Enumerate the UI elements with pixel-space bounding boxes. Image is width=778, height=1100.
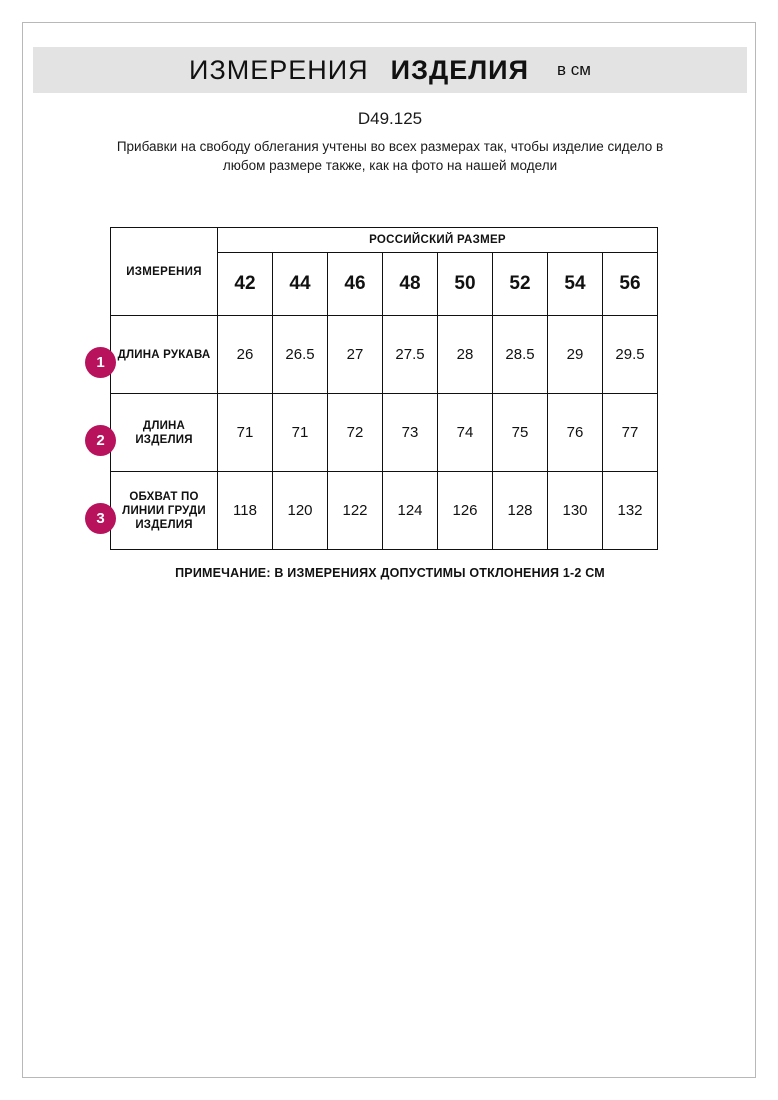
intro-paragraph: Прибавки на свободу облегания учтены во всех размерах так, чтобы изделие сидело в любом размере также, как на фото на нашей модели	[116, 139, 664, 173]
row-marker-2: 2	[85, 425, 116, 456]
header-banner	[33, 47, 747, 93]
cell-value: 29.5	[603, 316, 658, 394]
table-row	[111, 316, 658, 394]
cell-value: 75	[493, 394, 548, 472]
cell-value: 76	[548, 394, 603, 472]
header-title-product: ИЗДЕЛИЯ	[390, 54, 529, 85]
header-unit-label: в см	[557, 60, 591, 79]
size-column-48: 48	[383, 253, 438, 316]
table-header-group-row	[111, 228, 658, 253]
cell-value: 126	[438, 472, 493, 550]
cell-value: 73	[383, 394, 438, 472]
size-column-44: 44	[273, 253, 328, 316]
cell-value: 132	[603, 472, 658, 550]
document-content	[23, 23, 757, 580]
size-column-50: 50	[438, 253, 493, 316]
cell-value: 120	[273, 472, 328, 550]
row-marker-3: 3	[85, 503, 116, 534]
note-text: ПРИМЕЧАНИЕ: В ИЗМЕРЕНИЯХ ДОПУСТИМЫ ОТКЛОНЕНИЯ 1-2 СМ	[175, 566, 605, 580]
header-russian-size: РОССИЙСКИЙ РАЗМЕР	[218, 228, 658, 253]
cell-value: 74	[438, 394, 493, 472]
header-measurements: ИЗМЕРЕНИЯ	[111, 228, 218, 316]
size-column-42: 42	[218, 253, 273, 316]
table-row	[111, 472, 658, 550]
cell-value: 72	[328, 394, 383, 472]
cell-value: 128	[493, 472, 548, 550]
page-border	[22, 22, 756, 1078]
size-column-54: 54	[548, 253, 603, 316]
cell-value: 28.5	[493, 316, 548, 394]
row-label-product-length: ДЛИНА ИЗДЕЛИЯ	[111, 394, 218, 472]
cell-value: 29	[548, 316, 603, 394]
row-marker-1: 1	[85, 347, 116, 378]
size-column-46: 46	[328, 253, 383, 316]
row-label-sleeve-length: ДЛИНА РУКАВА	[111, 316, 218, 394]
article-code: D49.125	[357, 109, 423, 128]
cell-value: 71	[273, 394, 328, 472]
cell-value: 26.5	[273, 316, 328, 394]
measurements-table-container	[23, 227, 757, 550]
cell-value: 124	[383, 472, 438, 550]
table-row	[111, 394, 658, 472]
header-title-measurements: ИЗМЕРЕНИЯ	[189, 54, 369, 85]
cell-value: 130	[548, 472, 603, 550]
cell-value: 122	[328, 472, 383, 550]
cell-value: 27	[328, 316, 383, 394]
cell-value: 27.5	[383, 316, 438, 394]
cell-value: 118	[218, 472, 273, 550]
measurements-table	[110, 227, 658, 550]
size-column-56: 56	[603, 253, 658, 316]
row-label-chest-girth: ОБХВАТ ПО ЛИНИИ ГРУДИ ИЗДЕЛИЯ	[111, 472, 218, 550]
cell-value: 77	[603, 394, 658, 472]
cell-value: 26	[218, 316, 273, 394]
cell-value: 71	[218, 394, 273, 472]
size-column-52: 52	[493, 253, 548, 316]
cell-value: 28	[438, 316, 493, 394]
